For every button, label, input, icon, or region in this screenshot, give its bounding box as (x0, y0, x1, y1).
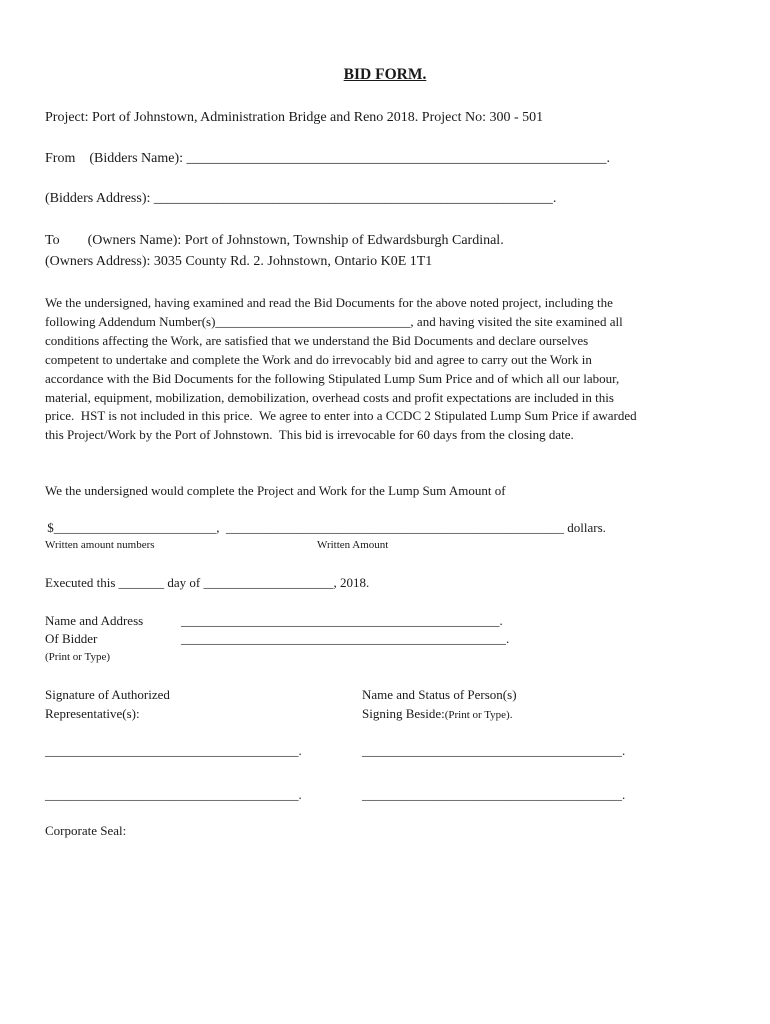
paragraph-line: competent to undertake and complete the Work and do irrevocably bid and agree to carry out the Work in (45, 351, 592, 367)
written-amount-label: Written Amount (317, 539, 389, 551)
executed-date-line: Executed this _______ day of ____________________, 2018. (45, 575, 370, 590)
signature-label-line-1: Signature of Authorized (45, 687, 170, 702)
signature-blank-2: _______________________________________. (45, 787, 302, 802)
paragraph-line: accordance with the Bid Documents for the following Stipulated Lump Sum Price and of which all our labour, (45, 370, 620, 386)
project-line: Project: Port of Johnstown, Administration Bridge and Reno 2018. Project No: 300 - 501 (45, 110, 544, 125)
signature-blank-1: _______________________________________. (45, 743, 302, 758)
paragraph-line: following Addendum Number(s)______________________________, and having visited the site examined all (45, 313, 623, 329)
paragraph-line: material, equipment, mobilization, demobilization, overhead costs and profit expectations are included in this (45, 389, 614, 405)
bidders-address-line: (Bidders Address): _________________________________________________________. (45, 191, 557, 206)
of-bidder-label: Of Bidder (45, 631, 98, 646)
corporate-seal-label: Corporate Seal: (45, 823, 127, 838)
name-status-label-line-1: Name and Status of Person(s) (362, 687, 517, 702)
paragraph-line: We the undersigned, having examined and read the Bid Documents for the above noted project, including the (45, 295, 613, 310)
bidder-name-address-blank-1: _________________________________________________. (181, 613, 503, 628)
signature-label-line-2: Representative(s): (45, 706, 140, 721)
print-or-type-note: (Print or Type). (444, 709, 513, 721)
page-title: BID FORM. (343, 66, 427, 83)
lump-sum-intro: We the undersigned would complete the Project and Work for the Lump Sum Amount of (45, 483, 506, 498)
paragraph-line: this Project/Work by the Port of Johnstown. This bid is irrevocable for 60 days from the closing date. (45, 427, 574, 443)
owners-name-line: To (Owners Name): Port of Johnstown, Township of Edwardsburgh Cardinal. (45, 233, 504, 248)
print-or-type-label: (Print or Type) (45, 651, 111, 663)
bidders-name-line: From (Bidders Name): ____________________________________________________________. (45, 151, 611, 166)
bidder-name-address-blank-2: __________________________________________________. (181, 631, 510, 646)
name-status-blank-1: ________________________________________. (362, 743, 626, 758)
bid-declaration-paragraph (45, 294, 685, 445)
name-status-label-line-2 (362, 704, 512, 725)
name-status-blank-2: ________________________________________. (362, 787, 626, 802)
name-address-label: Name and Address (45, 613, 144, 628)
lump-sum-amount-line: $_________________________, ____________________________________________________ dollars. (44, 520, 606, 535)
written-amount-numbers-label: Written amount numbers (45, 539, 155, 551)
paragraph-line: price. HST is not included in this price. We agree to enter into a CCDC 2 Stipulated Lump Sum Price if awarded (45, 408, 637, 424)
signing-beside-label: Signing Beside: (362, 706, 445, 721)
paragraph-line: conditions affecting the Work, are satisfied that we understand the Bid Documents and declare ourselves (45, 332, 589, 348)
owners-address-line: (Owners Address): 3035 County Rd. 2. Johnstown, Ontario K0E 1T1 (45, 254, 433, 269)
